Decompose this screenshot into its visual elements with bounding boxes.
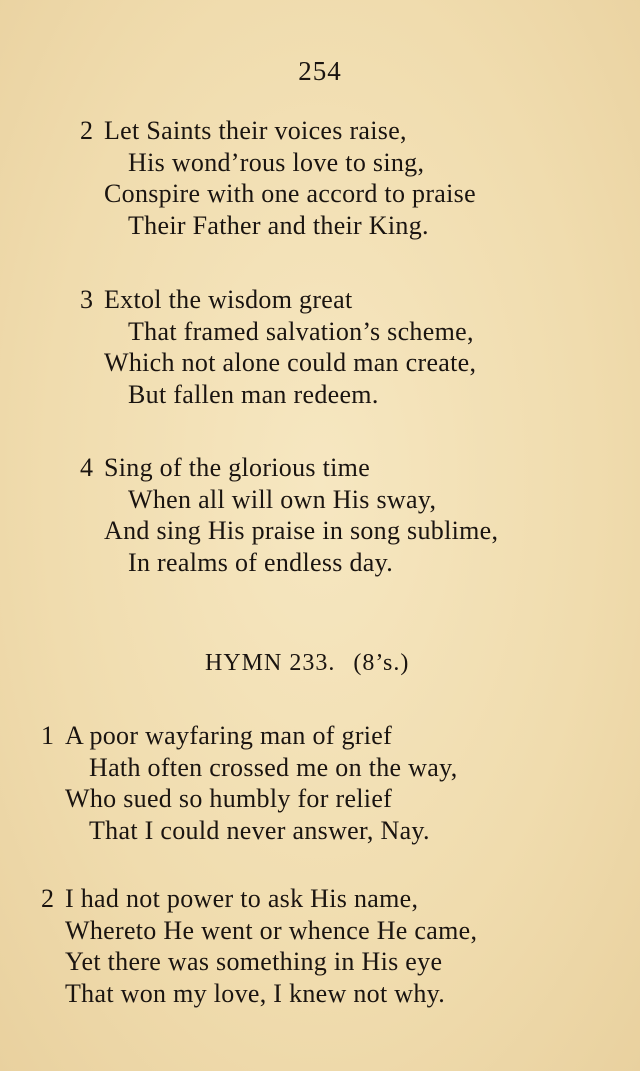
stanza-line [41,883,477,915]
line-text: Extol the wisdom great [104,285,353,314]
stanza-line [41,720,458,752]
stanza-line [104,316,476,348]
line-text: Conspire with one accord to praise [104,179,476,208]
stanza-line [65,783,458,815]
line-text: I had not power to ask His name, [65,884,419,913]
stanza-line [104,547,498,579]
stanza-line [104,210,476,242]
stanza-line [104,347,476,379]
line-text: When all will own His sway, [128,484,437,514]
stanza-line [104,515,498,547]
stanza-line [104,178,476,210]
stanza [41,720,458,846]
stanza-line [104,379,476,411]
stanza-line [80,284,476,316]
line-text: But fallen man redeem. [128,379,379,409]
line-text: Which not alone could man create, [104,348,477,377]
stanza [80,284,477,410]
stanza-number: 2 [80,116,94,145]
line-text: That won my love, I knew not why. [65,978,446,1008]
hymn-number: HYMN 233. [205,650,336,676]
stanza-line [65,915,477,947]
hymn-meter: (8’s.) [353,650,410,676]
line-text: Let Saints their voices raise, [104,116,407,145]
line-text: Sing of the glorious time [104,453,371,482]
stanza-line [65,815,458,847]
line-text: That framed salvation’s scheme, [128,316,474,346]
stanza [80,452,499,578]
stanza-line [65,752,458,784]
stanza-number: 1 [41,721,55,750]
stanza-line [80,452,498,484]
hymn-title [205,650,409,677]
stanza-line [104,484,498,516]
line-text: Their Father and their King. [128,210,429,240]
line-text: His wond’rous love to sing, [128,147,425,177]
line-text: Hath often crossed me on the way, [89,752,458,782]
stanza-number: 2 [41,884,55,913]
stanza-number: 3 [80,285,94,314]
line-text: Who sued so humbly for relief [65,784,393,813]
stanza-line [104,147,476,179]
line-text: And sing His praise in song sublime, [104,516,499,545]
stanza [80,115,476,241]
line-text: In realms of endless day. [128,547,394,577]
line-text: Yet there was something in His eye [65,947,443,976]
line-text: That I could never answer, Nay. [89,815,430,845]
stanza [41,883,478,1009]
line-text: Whereto He went or whence He came, [65,915,478,945]
stanza-number: 4 [80,453,94,482]
stanza-line [80,115,476,147]
line-text: A poor wayfaring man of grief [65,721,393,750]
page-number: 254 [298,56,342,86]
stanza-line [65,946,477,978]
stanza-line [65,978,477,1010]
